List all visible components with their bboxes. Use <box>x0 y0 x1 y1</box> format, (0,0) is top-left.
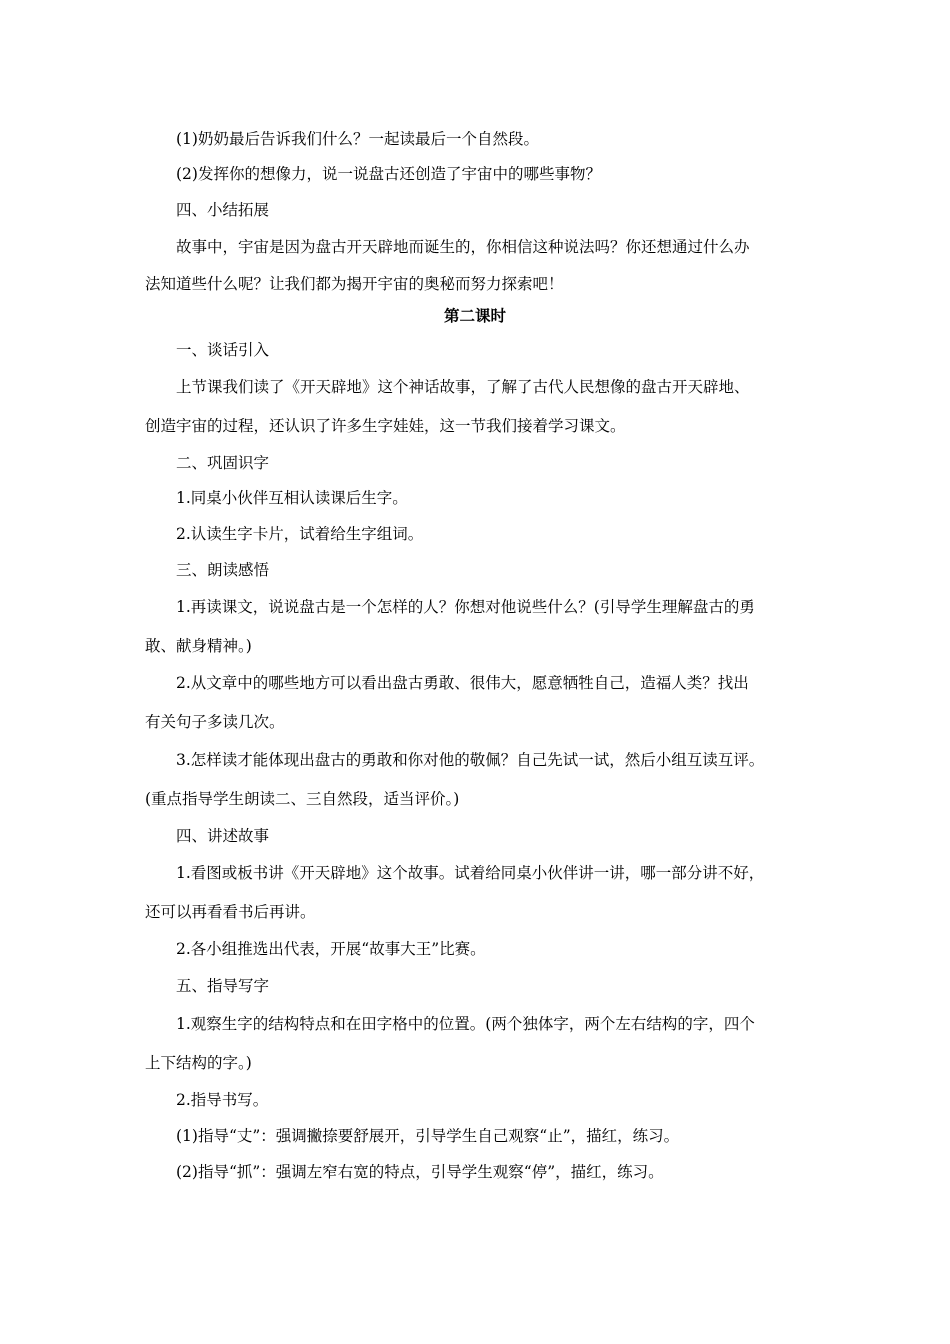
text-line: 1.再读课文，说说盘古是一个怎样的人？你想对他说些什么？(引导学生理解盘古的勇 <box>176 598 755 616</box>
text-line: 故事中，宇宙是因为盘古开天辟地而诞生的，你相信这种说法吗？你还想通过什么办 <box>176 238 750 256</box>
text-line: (2)指导“抓”：强调左窄右宽的特点，引导学生观察“停”，描红，练习。 <box>176 1163 664 1181</box>
text-line: 2.各小组推选出代表，开展“故事大王”比赛。 <box>176 940 486 958</box>
text-line: 2.从文章中的哪些地方可以看出盘古勇敢、很伟大，愿意牺牲自己，造福人类？找出 <box>176 674 749 692</box>
text-line: (1)奶奶最后告诉我们什么？一起读最后一个自然段。 <box>176 130 539 148</box>
text-line: 1.同桌小伙伴互相认读课后生字。 <box>176 489 408 507</box>
text-line: (2)发挥你的想像力，说一说盘古还创造了宇宙中的哪些事物？ <box>176 165 601 183</box>
text-line: 法知道些什么呢？让我们都为揭开宇宙的奥秘而努力探索吧！ <box>145 275 564 293</box>
text-line: 2.指导书写。 <box>176 1091 269 1109</box>
text-line: 还可以再看看书后再讲。 <box>145 903 316 921</box>
section-heading: 一、谈话引入 <box>176 341 270 359</box>
text-line: (重点指导学生朗读二、三自然段，适当评价。) <box>145 790 460 808</box>
section-heading: 四、讲述故事 <box>176 827 270 845</box>
text-line: 1.观察生字的结构特点和在田字格中的位置。(两个独体字，两个左右结构的字，四个 <box>176 1015 755 1033</box>
text-line: 有关句子多读几次。 <box>145 713 285 731</box>
text-line: 2.认读生字卡片，试着给生字组词。 <box>176 525 424 543</box>
text-line: 创造宇宙的过程，还认识了许多生字娃娃，这一节我们接着学习课文。 <box>145 417 626 435</box>
text-line: 1.看图或板书讲《开天辟地》这个故事。试着给同桌小伙伴讲一讲，哪一部分讲不好， <box>176 864 765 882</box>
section-heading: 三、朗读感悟 <box>176 561 270 579</box>
section-heading: 四、小结拓展 <box>176 201 270 219</box>
text-line: (1)指导“丈”：强调撇捺要舒展开，引导学生自己观察“止”，描红，练习。 <box>176 1127 680 1145</box>
text-line: 3.怎样读才能体现出盘古的勇敢和你对他的敬佩？自己先试一试，然后小组互读互评。 <box>176 751 765 769</box>
text-line: 上下结构的字。) <box>145 1054 252 1072</box>
lesson-title: 第二课时 <box>443 306 506 325</box>
text-line: 敢、献身精神。) <box>145 637 252 655</box>
section-heading: 二、巩固识字 <box>176 454 270 472</box>
section-heading: 五、指导写字 <box>176 977 270 995</box>
text-line: 上节课我们读了《开天辟地》这个神话故事，了解了古代人民想像的盘古开天辟地、 <box>176 378 750 396</box>
